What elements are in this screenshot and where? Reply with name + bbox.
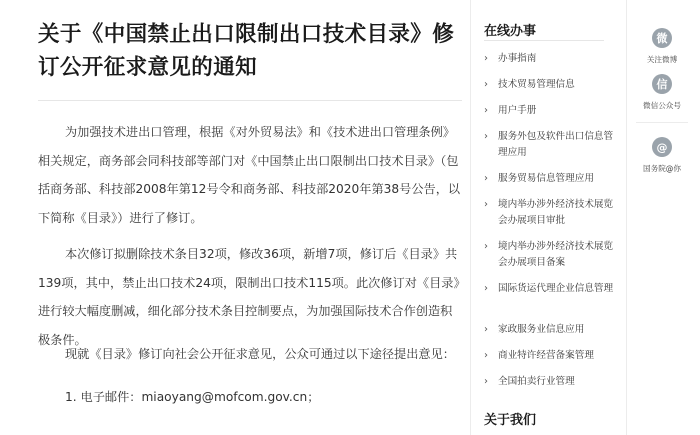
share-weibo[interactable] — [632, 28, 692, 65]
title-divider — [38, 100, 462, 101]
article-paragraph — [38, 340, 462, 369]
paragraph-text: 为加强技术进出口管理，根据《对外贸易法》和《技术进出口管理条例》相关规定，商务部会同科技部等部门对《中国禁止出口限制出口技术目录》（包括商务部、科技部2008年第12号令和商务部、科技部2020年第38号公告，以下简称《目录》）进行了修订。 — [38, 125, 461, 225]
share-separator — [636, 122, 688, 123]
chevron-right-icon: › — [484, 173, 488, 184]
sidebar-item-label: 国际货运代理企业信息管理 — [498, 283, 614, 294]
sidebar-item[interactable] — [484, 103, 620, 119]
share-label: 国务院@你 — [643, 164, 681, 173]
sidebar-item-label: 服务贸易信息管理应用 — [498, 173, 594, 184]
chevron-right-icon: › — [484, 350, 488, 361]
sidebar-item-label: 全国拍卖行业管理 — [498, 376, 575, 387]
article-paragraph — [38, 383, 462, 412]
paragraph-text: 本次修订拟删除技术条目32项，修改36项，新增7项，修订后《目录》共139项，其中，禁止出口技术24项，限制出口技术115项。此次修订对《目录》进行较大幅度删减，细化部分技术条目控制要点，为加强国际技术合作创造积极条件。 — [38, 247, 460, 347]
article-title: 关于《中国禁止出口限制出口技术目录》修订公开征求意见的通知 — [38, 22, 455, 80]
wechat-icon: 信 — [652, 74, 672, 94]
sidebar-item[interactable] — [484, 322, 620, 338]
share-divider — [626, 0, 627, 435]
weibo-icon: 微 — [652, 28, 672, 48]
sidebar-heading: 在线办事 — [484, 24, 537, 39]
chevron-right-icon: › — [484, 105, 488, 116]
sidebar-item[interactable] — [484, 239, 620, 271]
article-paragraph — [38, 240, 462, 354]
sidebar-item-label: 境内举办涉外经济技术展览会办展项目审批 — [498, 199, 614, 226]
chevron-right-icon: › — [484, 79, 488, 90]
chevron-right-icon: › — [484, 324, 488, 335]
sidebar-item-label: 境内举办涉外经济技术展览会办展项目备案 — [498, 241, 614, 268]
sidebar-item[interactable] — [484, 281, 620, 297]
share-wechat[interactable] — [632, 74, 692, 111]
chevron-right-icon: › — [484, 241, 488, 252]
sidebar-item-label: 家政服务业信息应用 — [498, 324, 585, 335]
column-divider — [470, 0, 471, 435]
sidebar-item[interactable] — [484, 77, 620, 93]
at-icon: @ — [652, 137, 672, 157]
sidebar-divider — [484, 40, 604, 41]
about-heading: 关于我们 — [484, 413, 537, 428]
chevron-right-icon: › — [484, 199, 488, 210]
sidebar-item[interactable] — [484, 51, 620, 67]
sidebar-item-label: 商业特许经营备案管理 — [498, 350, 594, 361]
paragraph-text: 现就《目录》修订向社会公开征求意见，公众可通过以下途径提出意见： — [65, 347, 455, 361]
chevron-right-icon: › — [484, 131, 488, 142]
share-label: 关注微博 — [646, 55, 678, 64]
sidebar-item[interactable] — [484, 171, 620, 187]
sidebar-item[interactable] — [484, 348, 620, 364]
sidebar-item[interactable] — [484, 197, 620, 229]
share-label: 微信公众号 — [643, 101, 681, 110]
chevron-right-icon: › — [484, 283, 488, 294]
sidebar-item-label: 技术贸易管理信息 — [498, 79, 575, 90]
sidebar-item-label: 服务外包及软件出口信息管理应用 — [498, 131, 614, 158]
sidebar-item[interactable] — [484, 374, 620, 390]
sidebar-item[interactable] — [484, 129, 620, 161]
chevron-right-icon: › — [484, 376, 488, 387]
sidebar-item-label: 用户手册 — [498, 105, 537, 116]
share-at[interactable] — [632, 137, 692, 174]
article — [38, 18, 462, 84]
chevron-right-icon: › — [484, 53, 488, 64]
paragraph-text: 1. 电子邮件：miaoyang@mofcom.gov.cn； — [65, 390, 320, 404]
article-paragraph — [38, 118, 462, 232]
sidebar-item-label: 办事指南 — [498, 53, 537, 64]
